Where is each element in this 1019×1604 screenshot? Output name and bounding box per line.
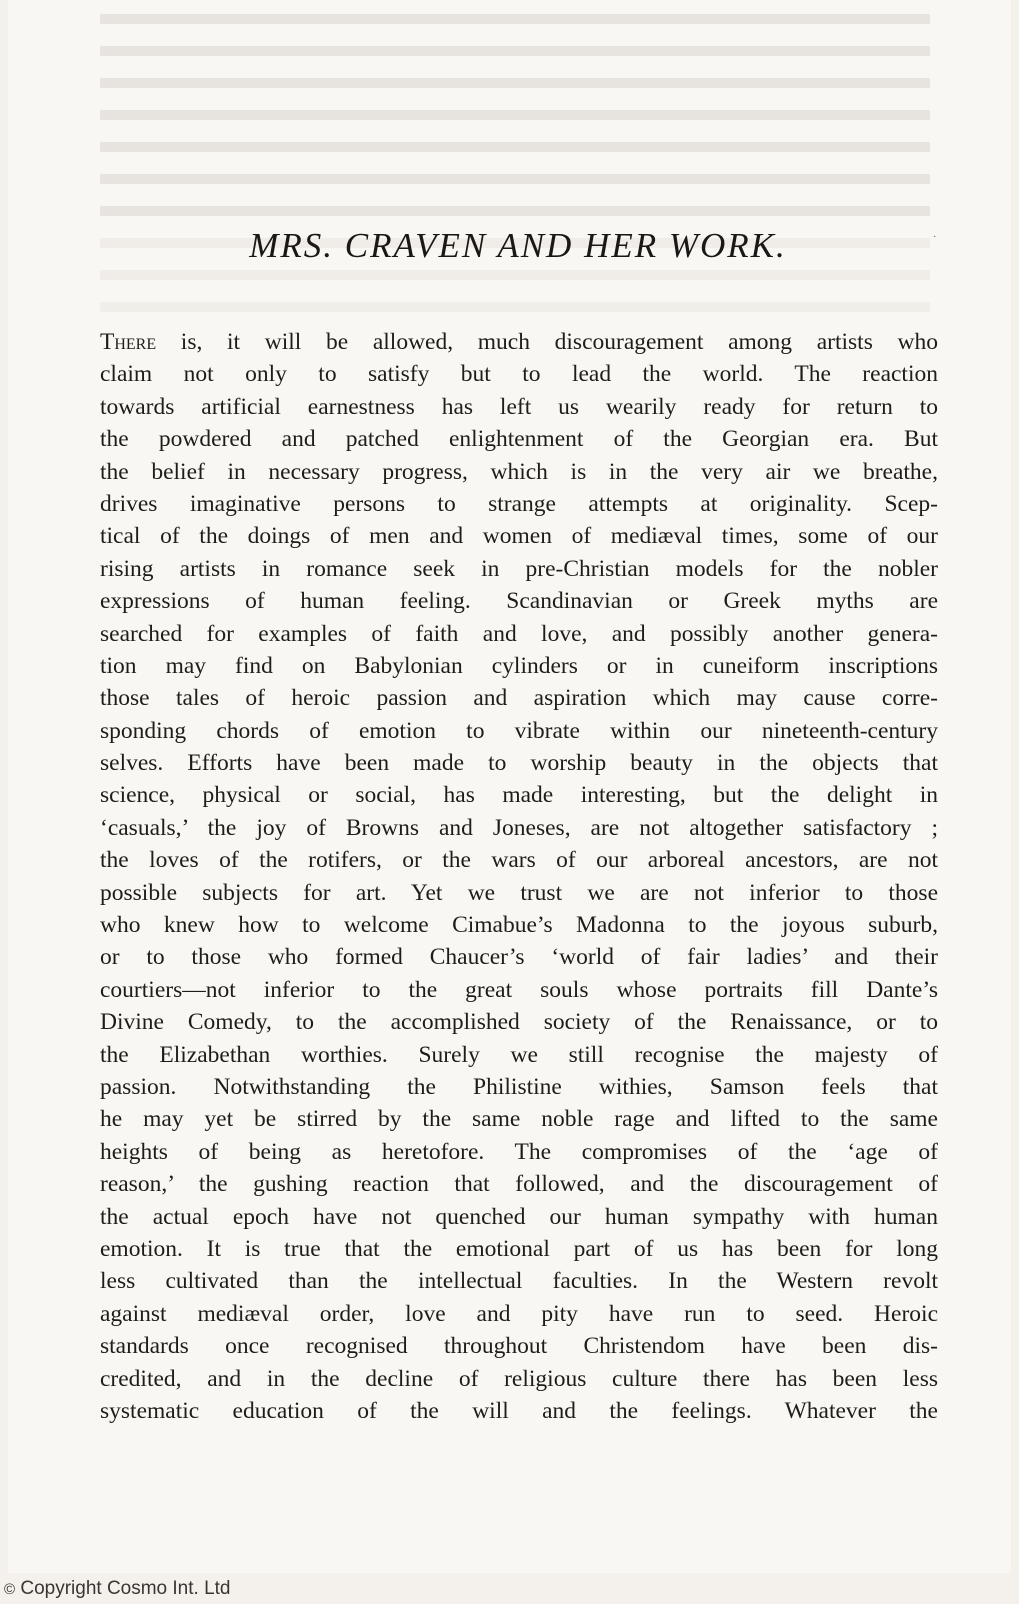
text-line: the powdered and patched enlightenment of the Georgian era. But <box>100 426 938 453</box>
text-line: There is, it will be allowed, much discouragement among artists who <box>100 329 938 355</box>
text-line: selves. Efforts have been made to worship beauty in the objects that <box>100 750 938 777</box>
book-page <box>8 0 1011 1573</box>
text-line: credited, and in the decline of religious culture there has been less <box>100 1365 938 1392</box>
text-line: he may yet be stirred by the same noble rage and lifted to the same <box>100 1106 938 1133</box>
text-line: searched for examples of faith and love, and possibly another genera- <box>100 620 938 647</box>
text-line: the loves of the rotifers, or the wars of our arboreal ancestors, are not <box>100 847 938 874</box>
text-line: sponding chords of emotion to vibrate within our nineteenth-century <box>100 717 938 744</box>
text-line: courtiers—not inferior to the great souls whose portraits fill Dante’s <box>100 976 938 1003</box>
text-line: heights of being as heretofore. The compromises of the ‘age of <box>100 1138 938 1165</box>
text-line: the Elizabethan worthies. Surely we still recognise the majesty of <box>100 1041 938 1068</box>
text-line: possible subjects for art. Yet we trust we are not inferior to those <box>100 879 938 906</box>
text-line: emotion. It is true that the emotional part of us has been for long <box>100 1235 938 1262</box>
text-line: claim not only to satisfy but to lead the world. The reaction <box>100 361 938 388</box>
text-line: standards once recognised throughout Christendom have been dis- <box>100 1333 938 1360</box>
text-line: science, physical or social, has made interesting, but the delight in <box>100 782 938 809</box>
text-line: tical of the doings of men and women of mediæval times, some of our <box>100 523 938 550</box>
text-line: against mediæval order, love and pity have run to seed. Heroic <box>100 1300 938 1327</box>
text-line: towards artificial earnestness has left us wearily ready for return to <box>100 393 938 420</box>
text-line: tion may find on Babylonian cylinders or in cuneiform inscriptions <box>100 652 938 679</box>
ink-speck: · <box>933 232 937 243</box>
text-line: less cultivated than the intellectual faculties. In the Western revolt <box>100 1268 938 1295</box>
text-line: expressions of human feeling. Scandinavian or Greek myths are <box>100 588 938 615</box>
article-title: MRS. CRAVEN AND HER WORK. <box>249 226 787 265</box>
article-body <box>100 326 938 1427</box>
text-line: the belief in necessary progress, which is in the very air we breathe, <box>100 458 938 485</box>
text-line: the actual epoch have not quenched our human sympathy with human <box>100 1203 938 1230</box>
text-line: who knew how to welcome Cimabue’s Madonna to the joyous suburb, <box>100 912 938 939</box>
text-line: rising artists in romance seek in pre-Christian models for the nobler <box>100 555 938 582</box>
copyright-text: Copyright Cosmo Int. Ltd <box>20 1578 231 1599</box>
text-line: systematic education of the will and the feelings. Whatever the <box>100 1397 938 1424</box>
text-line: drives imaginative persons to strange attempts at originality. Scep- <box>100 490 938 517</box>
drop-word: There <box>100 329 157 355</box>
text-line: or to those who formed Chaucer’s ‘world of fair ladies’ and their <box>100 944 938 971</box>
text-line: passion. Notwithstanding the Philistine withies, Samson feels that <box>100 1073 938 1100</box>
copyright-icon: © <box>4 1581 16 1598</box>
text-line: reason,’ the gushing reaction that followed, and the discouragement of <box>100 1171 938 1198</box>
copyright-notice <box>4 1578 231 1600</box>
text-line: Divine Comedy, to the accomplished society of the Renaissance, or to <box>100 1009 938 1036</box>
text-line: ‘casuals,’ the joy of Browns and Joneses, are not altogether satisfactory ; <box>100 814 938 841</box>
text-line: those tales of heroic passion and aspiration which may cause corre- <box>100 685 938 712</box>
